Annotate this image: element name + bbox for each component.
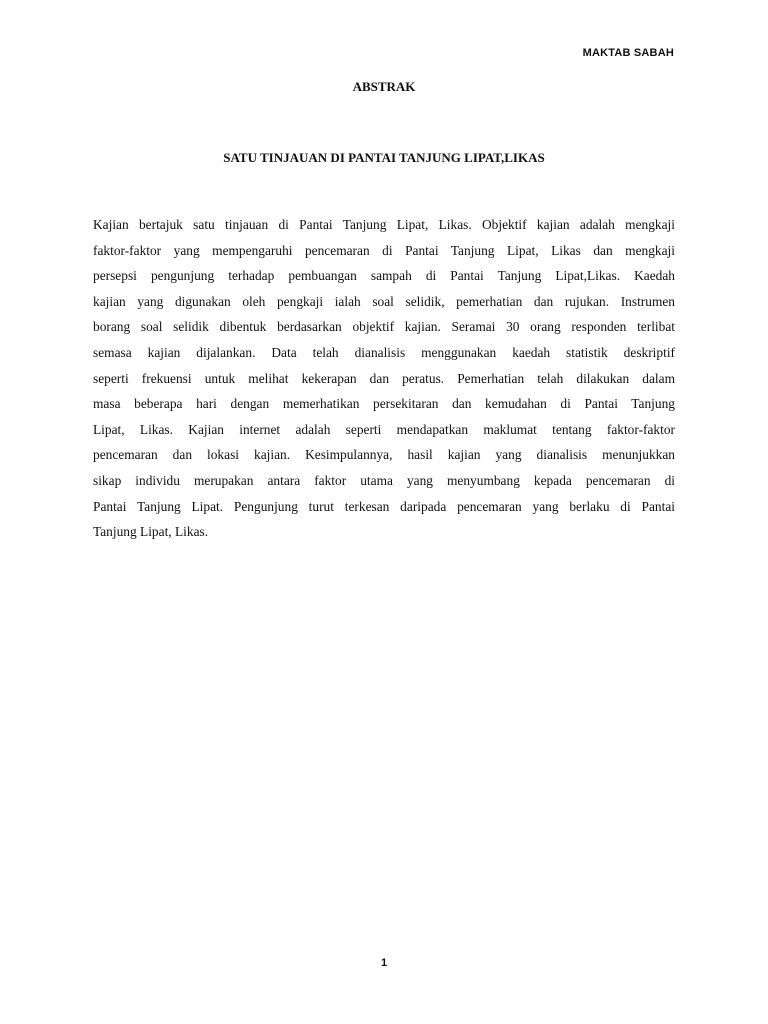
- abstract-line: Pantai Tanjung Lipat. Pengunjung turut terkesan daripada pencemaran yang berlaku di Pantai: [93, 498, 675, 514]
- abstract-line: Tanjung Lipat, Likas.: [93, 524, 209, 540]
- abstract-line: seperti frekuensi untuk melihat kekerapan dan peratus. Pemerhatian telah dilakukan dalam: [93, 370, 675, 386]
- abstract-line: Lipat, Likas. Kajian internet adalah seperti mendapatkan maklumat tentang faktor-faktor: [93, 421, 675, 437]
- abstract-line: faktor-faktor yang mempengaruhi pencemaran di Pantai Tanjung Lipat, Likas dan mengkaji: [93, 242, 675, 258]
- page-title: ABSTRAK: [352, 79, 416, 94]
- abstract-line: Kajian bertajuk satu tinjauan di Pantai Tanjung Lipat, Likas. Objektif kajian adalah mengkaji: [93, 217, 675, 232]
- page-number: 1: [380, 957, 388, 969]
- abstract-line: masa beberapa hari dengan memerhatikan persekitaran dan kemudahan di Pantai Tanjung: [93, 396, 675, 412]
- abstract-line: sikap individu merupakan antara faktor utama yang menyumbang kepada pencemaran di: [93, 472, 675, 488]
- document-subtitle: SATU TINJAUAN DI PANTAI TANJUNG LIPAT,LIKAS: [223, 150, 545, 165]
- abstract-line: persepsi pengunjung terhadap pembuangan sampah di Pantai Tanjung Lipat,Likas. Kaedah: [93, 268, 675, 284]
- abstract-line: semasa kajian dijalankan. Data telah dianalisis menggunakan kaedah statistik deskriptif: [93, 344, 675, 360]
- abstract-line: pencemaran dan lokasi kajian. Kesimpulannya, hasil kajian yang dianalisis menunjukkan: [93, 447, 675, 463]
- header-institution: MAKTAB SABAH: [582, 47, 674, 59]
- abstract-line: borang soal selidik dibentuk berdasarkan objektif kajian. Seramai 30 orang responden terlibat: [93, 319, 675, 335]
- abstract-line: kajian yang digunakan oleh pengkaji ialah soal selidik, pemerhatian dan rujukan. Instrumen: [93, 293, 675, 309]
- abstract-body: [93, 212, 675, 545]
